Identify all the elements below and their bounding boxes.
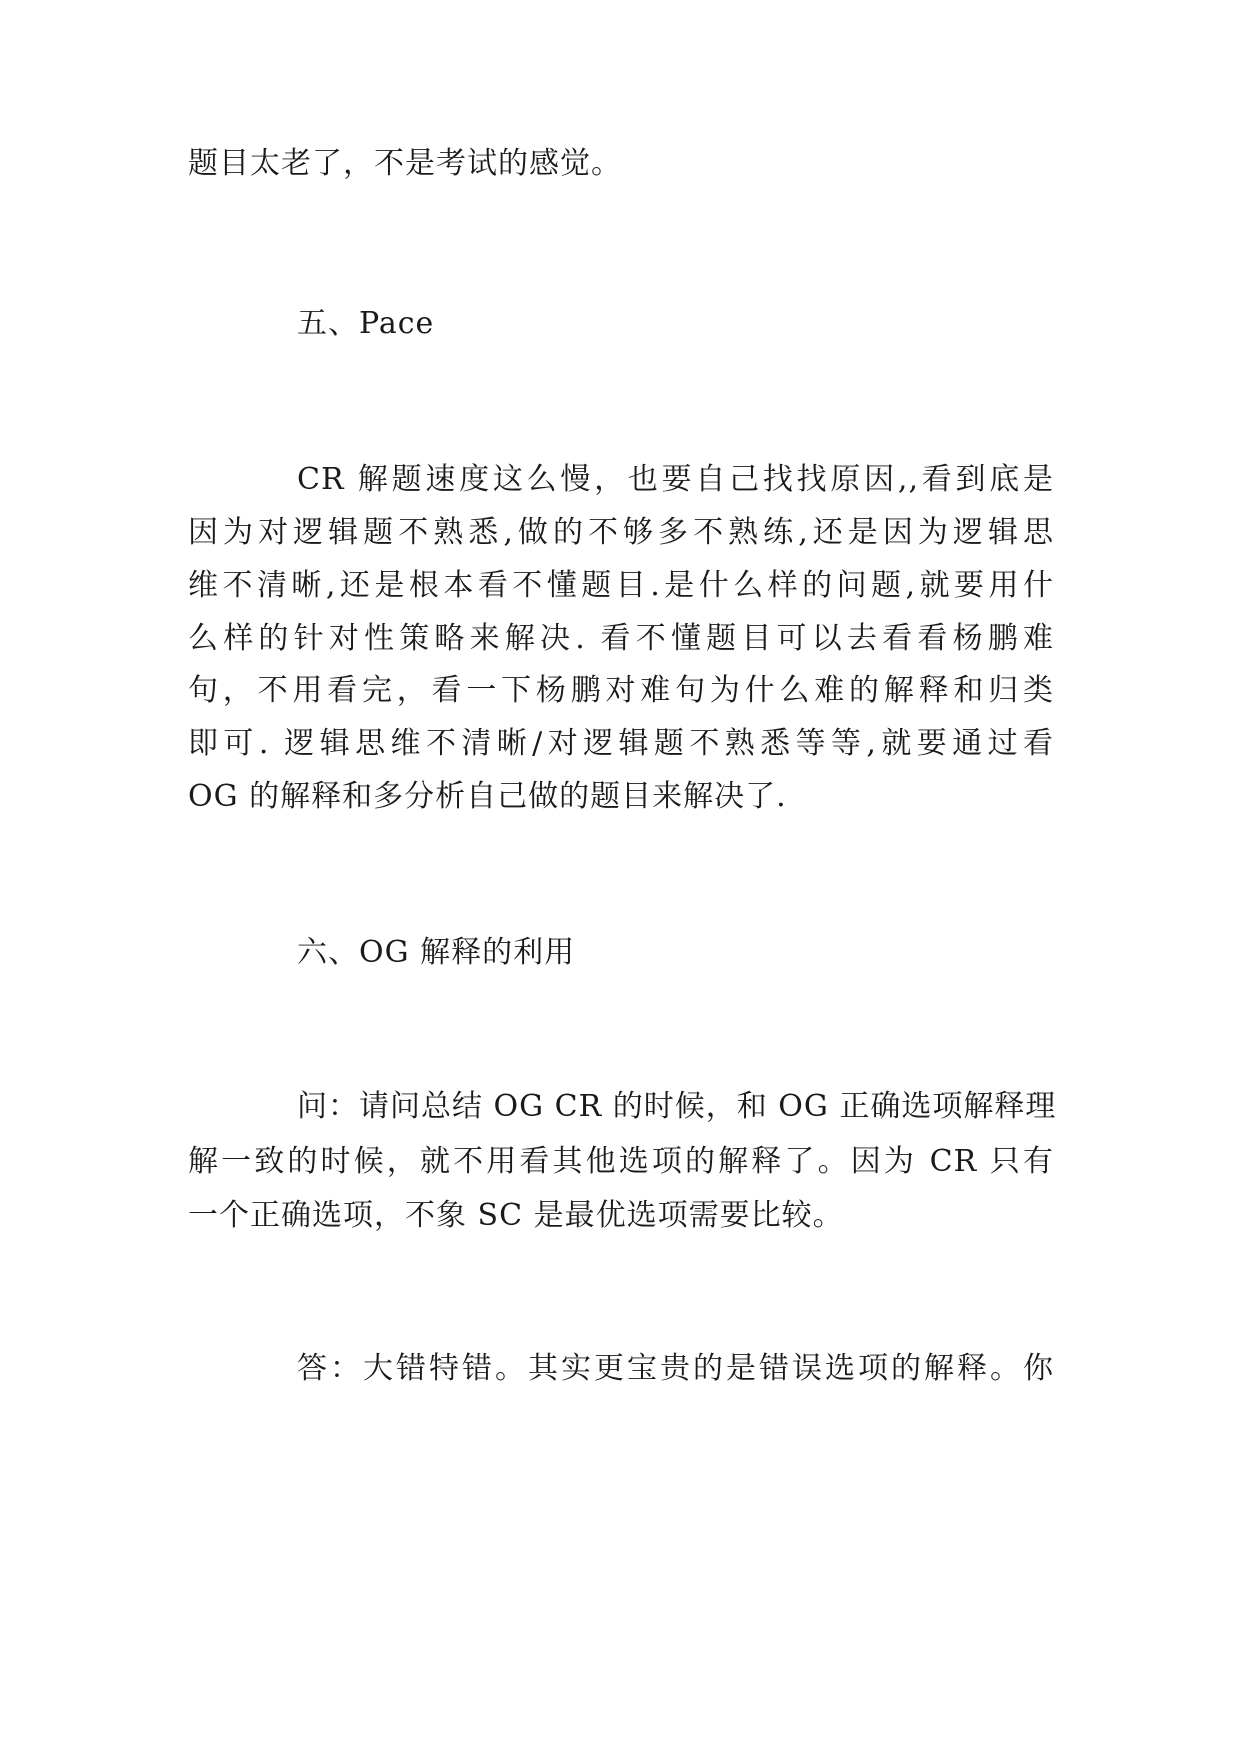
paragraph-line: 维不清晰,还是根本看不懂题目.是什么样的问题,就要用什 <box>188 568 1054 603</box>
section-6-heading: 六、OG 解释的利用 <box>297 935 576 970</box>
paragraph-line: 问：请问总结 OG CR 的时候，和 OG 正确选项解释理 <box>297 1089 1057 1124</box>
paragraph-line: CR 解题速度这么慢，也要自己找找原因,,看到底是 <box>297 462 1054 497</box>
paragraph-line: 即可. 逻辑思维不清晰/对逻辑题不熟悉等等,就要通过看 <box>188 726 1054 761</box>
paragraph-line: 一个正确选项，不象 SC 是最优选项需要比较。 <box>188 1198 844 1233</box>
paragraph-line: 么样的针对性策略来解决. 看不懂题目可以去看看杨鹏难 <box>188 621 1054 656</box>
section-5-heading: 五、Pace <box>297 306 435 341</box>
paragraph-line: 解一致的时候，就不用看其他选项的解释了。因为 CR 只有 <box>188 1144 1054 1179</box>
paragraph-line: 因为对逻辑题不熟悉,做的不够多不熟练,还是因为逻辑思 <box>188 515 1054 550</box>
paragraph-line: OG 的解释和多分析自己做的题目来解决了. <box>188 779 787 814</box>
intro-line: 题目太老了，不是考试的感觉。 <box>188 146 622 181</box>
paragraph-line: 句，不用看完，看一下杨鹏对难句为什么难的解释和归类 <box>188 673 1054 708</box>
paragraph-line: 答：大错特错。其实更宝贵的是错误选项的解释。你 <box>297 1351 1054 1386</box>
